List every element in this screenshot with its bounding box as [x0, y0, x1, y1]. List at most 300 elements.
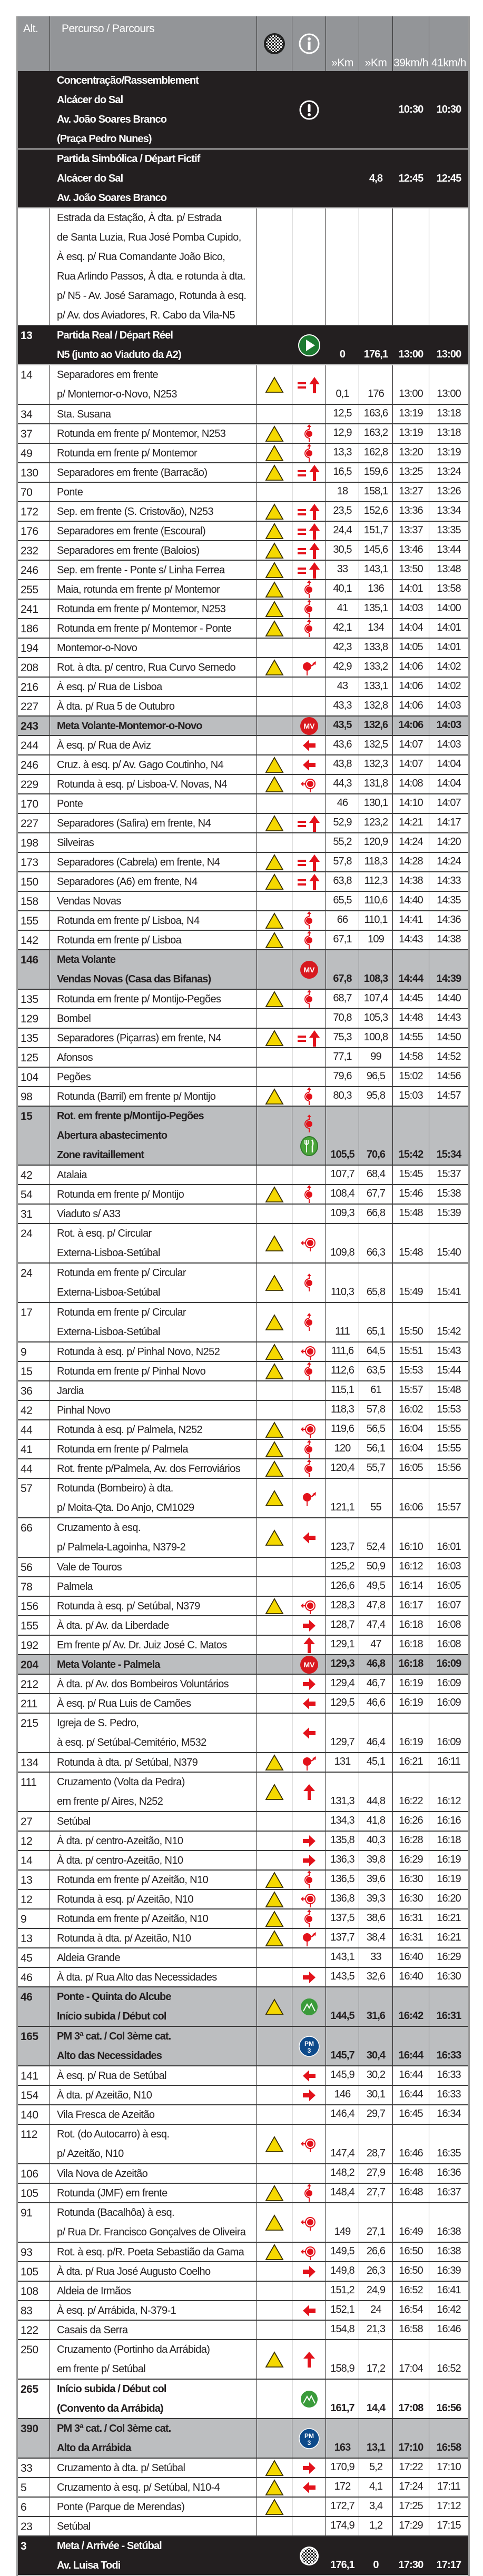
route-description — [50, 1342, 257, 1361]
time-39kmh — [393, 1440, 429, 1458]
km-done — [326, 1597, 359, 1615]
value: 10:30 — [398, 104, 423, 115]
km-done — [326, 2203, 359, 2242]
route-description — [50, 1009, 257, 1028]
route-line: Pinhal Novo — [57, 1405, 111, 1416]
table-row — [18, 697, 468, 717]
km-done — [326, 71, 359, 148]
route-line: À dta. p/ centro-Azeitão, N10 — [57, 1855, 183, 1866]
table-row — [18, 1107, 468, 1166]
km-remaining — [359, 1185, 393, 1204]
warning-triangle-icon — [265, 2244, 284, 2261]
altitude: 246 — [18, 755, 50, 774]
value: 100,8 — [363, 1031, 388, 1043]
value: 42,3 — [333, 641, 352, 653]
route-line: PM 3ª cat. / Col 3ème cat. — [57, 2423, 171, 2434]
value: 159,6 — [363, 466, 388, 478]
direction-cell — [292, 1714, 326, 1752]
altitude: 129 — [18, 1009, 50, 1028]
value: 49,5 — [366, 1580, 386, 1592]
value: 30,4 — [366, 2050, 386, 2061]
altitude: 155 — [18, 911, 50, 930]
time-41kmh — [429, 1068, 468, 1086]
value: 10:30 — [436, 104, 461, 115]
altitude: 198 — [18, 833, 50, 852]
time-39kmh — [393, 1909, 429, 1928]
direction-cell — [292, 833, 326, 852]
warning-triangle-icon — [265, 2185, 284, 2202]
altitude: 42 — [18, 1166, 50, 1184]
km-remaining — [359, 600, 393, 618]
roundabout-left-icon — [300, 1421, 318, 1439]
warning-cell — [257, 619, 292, 638]
altitude: 140 — [18, 2105, 50, 2124]
route-line: de Santa Luzia, Rua José Pomba Cupido, — [57, 232, 241, 243]
value: 16:46 — [399, 2147, 423, 2159]
value: 80,3 — [333, 1090, 352, 1101]
direction-cell — [292, 1890, 326, 1908]
warning-triangle-icon — [265, 932, 284, 949]
route-description — [50, 1087, 257, 1106]
warning-triangle-icon — [265, 1363, 284, 1380]
km-remaining — [359, 1224, 393, 1262]
direction-cell — [292, 483, 326, 501]
value: 151,2 — [330, 2284, 354, 2296]
value: 14:28 — [399, 856, 423, 867]
route-description — [50, 2478, 257, 2497]
direction-cell — [292, 561, 326, 579]
value: 44,3 — [333, 778, 352, 789]
time-41kmh — [429, 600, 468, 618]
direction-cell — [292, 814, 326, 832]
value: 16:18 — [437, 1834, 461, 1846]
direction-cell — [292, 150, 326, 207]
direction-cell — [292, 326, 326, 364]
route-line: em frente p/ Aires, N252 — [57, 1796, 163, 1807]
km-done — [326, 1694, 359, 1713]
route-description — [50, 1205, 257, 1223]
route-description — [50, 1871, 257, 1889]
value: 16:22 — [399, 1795, 423, 1807]
warning-cell — [257, 405, 292, 423]
time-41kmh — [429, 1616, 468, 1635]
km-remaining — [359, 1714, 393, 1752]
direction-cell — [292, 1597, 326, 1615]
time-39kmh — [393, 2243, 429, 2261]
table-row — [18, 1224, 468, 1264]
route-description — [50, 1890, 257, 1908]
time-39kmh — [393, 444, 429, 462]
warning-triangle-icon — [265, 1754, 284, 1771]
value: 63,8 — [333, 875, 352, 887]
route-line: Início subida / Début col — [57, 2011, 166, 2022]
route-line: Cruzamento à esq. — [57, 1522, 141, 1534]
value: 15:41 — [437, 1286, 461, 1298]
value: 15:48 — [399, 1207, 423, 1219]
warning-triangle-icon — [265, 464, 284, 481]
route-description — [50, 600, 257, 618]
value: 16:31 — [436, 2010, 461, 2022]
table-row — [18, 853, 468, 872]
warning-triangle-icon — [265, 2351, 284, 2368]
km-remaining — [359, 2459, 393, 2477]
value: 14:36 — [437, 914, 461, 926]
time-39kmh — [393, 600, 429, 618]
time-39kmh — [393, 405, 429, 423]
warning-cell — [257, 1264, 292, 1302]
roundabout-straight-icon — [303, 931, 316, 949]
value: 15:42 — [398, 1149, 423, 1160]
route-description — [50, 2419, 257, 2458]
route-line: À dta. p/ Rua 5 de Outubro — [57, 701, 175, 712]
value: 151,7 — [363, 524, 388, 536]
route-description — [50, 405, 257, 423]
km-done — [326, 1440, 359, 1458]
value: 15:53 — [437, 1404, 461, 1415]
warning-triangle-icon — [265, 2479, 284, 2496]
warning-cell — [257, 2301, 292, 2320]
table-row — [18, 2262, 468, 2282]
roundabout-straight-icon — [303, 1871, 316, 1889]
route-line: Maia, rotunda em frente p/ Montemor — [57, 584, 220, 595]
value: 70,6 — [366, 1149, 386, 1160]
route-line: Igreja de S. Pedro, — [57, 1717, 139, 1729]
value: 66,3 — [366, 1247, 386, 1258]
route-description — [50, 1068, 257, 1086]
warning-triangle-icon — [265, 659, 284, 676]
km-done — [326, 1616, 359, 1635]
time-41kmh — [429, 833, 468, 852]
altitude: 106 — [18, 2164, 50, 2183]
roundabout-straight-icon — [303, 1313, 316, 1332]
km-done — [326, 1812, 359, 1831]
value: 13:00 — [437, 388, 461, 400]
value: 16:41 — [437, 2284, 461, 2296]
roundabout-straight-icon — [303, 911, 316, 930]
km-done — [326, 678, 359, 696]
time-41kmh — [429, 736, 468, 754]
value: 16:14 — [399, 1580, 423, 1592]
altitude: 194 — [18, 639, 50, 657]
value: 145,7 — [330, 2050, 354, 2061]
route-description — [50, 2282, 257, 2300]
warning-triangle-icon — [265, 1784, 284, 1801]
value: 43,6 — [333, 739, 352, 750]
km-remaining — [359, 580, 393, 599]
value: 15:37 — [437, 1168, 461, 1180]
route-line: em frente p/ Setúbal — [57, 2363, 146, 2375]
direction-cell — [292, 2066, 326, 2085]
value: 67,1 — [333, 933, 352, 945]
km-remaining — [359, 1381, 393, 1400]
direction-cell — [292, 2340, 326, 2379]
value: 16:04 — [399, 1423, 423, 1435]
route-line: À esq. p/ Arrábida, N-379-1 — [57, 2305, 176, 2316]
value: 13:37 — [399, 524, 423, 536]
direction-cell — [292, 1166, 326, 1184]
altitude: 49 — [18, 444, 50, 462]
value: 14:40 — [399, 894, 423, 906]
value: 40,1 — [333, 583, 352, 594]
separator-straight-icon — [295, 463, 323, 482]
table-row — [18, 775, 468, 794]
route-description — [50, 2301, 257, 2320]
roundabout-left-icon — [300, 1597, 318, 1615]
km-done — [326, 2066, 359, 2085]
table-row — [18, 1968, 468, 1987]
km-done — [326, 1185, 359, 1204]
km-remaining — [359, 1753, 393, 1772]
time-39kmh — [393, 1303, 429, 1341]
value: 0 — [339, 349, 346, 360]
warning-cell — [257, 365, 292, 404]
route-line: Separadores (Piçarras) em frente, N4 — [57, 1032, 221, 1044]
altitude: 265 — [18, 2380, 50, 2418]
km-done — [326, 2380, 359, 2418]
time-41kmh — [429, 1929, 468, 1947]
warning-triangle-icon — [265, 581, 284, 598]
warning-cell — [257, 911, 292, 930]
table-row — [18, 2459, 468, 2478]
value: 17:04 — [399, 2363, 423, 2374]
value: 176 — [368, 388, 384, 400]
direction-cell — [292, 2380, 326, 2418]
altitude: 142 — [18, 931, 50, 949]
km-remaining — [359, 697, 393, 715]
value: 13:35 — [437, 524, 461, 536]
km-remaining — [359, 1890, 393, 1908]
value: 55 — [370, 1501, 381, 1513]
time-41kmh — [429, 1009, 468, 1028]
table-row — [18, 1636, 468, 1655]
table-row — [18, 1087, 468, 1107]
table-row — [18, 619, 468, 639]
roundabout-left-icon — [300, 1343, 318, 1361]
km-remaining — [359, 1694, 393, 1713]
warning-cell — [257, 424, 292, 443]
time-39kmh — [393, 2105, 429, 2124]
value: 14:08 — [399, 778, 423, 789]
value: 16:28 — [399, 1834, 423, 1846]
km-remaining — [359, 561, 393, 579]
warning-cell — [257, 1987, 292, 2026]
route-line: Alcácer do Sal — [57, 173, 123, 184]
warning-cell — [257, 1773, 292, 1811]
value: 15:55 — [437, 1423, 461, 1435]
km-remaining — [359, 950, 393, 989]
value: 14:33 — [437, 875, 461, 887]
time-41kmh — [429, 561, 468, 579]
altitude: 155 — [18, 1616, 50, 1635]
value: 65,8 — [366, 1286, 386, 1298]
value: 14:04 — [399, 622, 423, 633]
value: 21,3 — [366, 2323, 386, 2335]
roundabout-straight-icon — [303, 1459, 316, 1478]
direction-cell — [292, 1440, 326, 1458]
km-done — [326, 1968, 359, 1986]
time-39kmh — [393, 1929, 429, 1947]
route-description — [50, 1459, 257, 1478]
km-remaining — [359, 2125, 393, 2163]
finish-flag-icon — [257, 16, 292, 71]
warning-triangle-icon — [265, 1314, 284, 1331]
direction-cell — [292, 2478, 326, 2497]
value: 17:10 — [437, 2461, 461, 2473]
roundabout-straight-icon — [303, 990, 316, 1008]
route-line: Ponte — [57, 798, 83, 810]
km-done — [326, 1636, 359, 1654]
value: 125,2 — [330, 1560, 354, 1572]
value: 16:54 — [399, 2304, 423, 2315]
warning-cell — [257, 1890, 292, 1908]
mountain-prize-icon — [299, 2036, 320, 2057]
time-39kmh — [393, 775, 429, 793]
time-41kmh — [429, 463, 468, 482]
value: 107,4 — [363, 992, 388, 1004]
time-41kmh — [429, 2086, 468, 2104]
km-done — [326, 639, 359, 657]
value: 14:02 — [437, 680, 461, 692]
route-description — [50, 2027, 257, 2065]
time-41kmh — [429, 2282, 468, 2300]
direction-cell — [292, 1851, 326, 1869]
value: 144,5 — [330, 2010, 354, 2022]
km-done — [326, 1909, 359, 1928]
warning-cell — [257, 892, 292, 910]
time-39kmh — [393, 2027, 429, 2065]
value: 16:29 — [437, 1951, 461, 1963]
route-line: Rotunda em frente p/ Azeitão, N10 — [57, 1874, 209, 1886]
direction-cell — [292, 2459, 326, 2477]
km-remaining — [359, 365, 393, 404]
route-line: Rua Arlindo Passos, À dta. e rotunda à dta. — [57, 271, 245, 282]
arrow-right-icon — [302, 2264, 317, 2279]
time-41kmh — [429, 1851, 468, 1869]
time-39kmh — [393, 1068, 429, 1086]
header-speed-39: 39 km/h — [393, 16, 429, 71]
separator-straight-icon — [295, 872, 323, 891]
roundabout-straight-icon — [303, 1185, 316, 1204]
time-41kmh — [429, 2321, 468, 2339]
value: 15:53 — [399, 1365, 423, 1376]
route-description — [50, 950, 257, 989]
time-39kmh — [393, 814, 429, 832]
value: 148,2 — [330, 2167, 354, 2179]
altitude: 5 — [18, 2478, 50, 2497]
time-39kmh — [393, 2478, 429, 2497]
value: 146,4 — [330, 2108, 354, 2120]
km-remaining — [359, 2027, 393, 2065]
value: 66,8 — [366, 1207, 386, 1219]
time-39kmh — [393, 2066, 429, 2085]
value: 13:58 — [437, 583, 461, 594]
km-done — [326, 1264, 359, 1302]
km-done — [326, 950, 359, 989]
time-41kmh — [429, 71, 468, 148]
value: 14:38 — [437, 933, 461, 945]
info-icon — [292, 16, 326, 71]
route-line: À dta. p/ Rua José Augusto Coelho — [57, 2266, 211, 2277]
route-description — [50, 990, 257, 1008]
km-done — [326, 1558, 359, 1576]
time-41kmh — [429, 2340, 468, 2379]
value: 16:40 — [399, 1951, 423, 1963]
value: 4,1 — [369, 2481, 383, 2492]
route-description — [50, 1987, 257, 2026]
value: 16:10 — [399, 1541, 423, 1553]
warning-cell — [257, 561, 292, 579]
value: 14:24 — [437, 856, 461, 867]
value: 16:31 — [399, 1932, 423, 1943]
arrow-right-icon — [302, 1677, 317, 1692]
arrow-right-icon — [302, 1618, 317, 1633]
value: 14:06 — [398, 719, 423, 731]
time-41kmh — [429, 639, 468, 657]
warning-cell — [257, 1420, 292, 1439]
route-line: Partida Simbólica / Départ Fictif — [57, 153, 200, 165]
direction-cell — [292, 658, 326, 677]
direction-cell — [292, 1871, 326, 1889]
altitude: 46 — [18, 1987, 50, 2026]
route-line: Afonsos — [57, 1052, 93, 1063]
value: 27,9 — [366, 2167, 386, 2179]
km-done — [326, 1303, 359, 1341]
table-row — [18, 2537, 468, 2576]
time-39kmh — [393, 326, 429, 364]
warning-cell — [257, 71, 292, 148]
roundabout-straight-icon — [303, 1274, 316, 1292]
sprint-mv-icon — [300, 1655, 319, 1674]
table-row — [18, 1871, 468, 1890]
route-line: p/ Rua Dr. Francisco Gonçalves de Oliveira — [57, 2226, 246, 2238]
value: 163 — [334, 2442, 351, 2453]
value: 66 — [337, 914, 348, 926]
value: 112,3 — [364, 875, 388, 887]
table-row — [18, 678, 468, 697]
km-done — [326, 1655, 359, 1674]
value: 17:17 — [436, 2559, 461, 2571]
value: 30,5 — [333, 544, 352, 555]
direction-cell — [292, 2086, 326, 2104]
altitude: 83 — [18, 2301, 50, 2320]
route-line: À dta. p/ centro-Azeitão, N10 — [57, 1835, 183, 1847]
start-icon — [298, 334, 321, 357]
time-41kmh — [429, 2498, 468, 2516]
route-line: Bombel — [57, 1013, 91, 1025]
table-row — [18, 1068, 468, 1087]
altitude: 244 — [18, 736, 50, 754]
direction-cell — [292, 1401, 326, 1419]
km-remaining — [359, 326, 393, 364]
warning-cell — [257, 2262, 292, 2281]
km-done — [326, 1009, 359, 1028]
km-done — [326, 717, 359, 735]
route-description — [50, 1029, 257, 1047]
value: 15:02 — [399, 1070, 423, 1082]
direction-cell — [292, 1558, 326, 1576]
route-line: Meta / Arrivée - Setúbal — [57, 2540, 162, 2552]
time-41kmh — [429, 405, 468, 423]
route-line: Concentração/Rassemblement — [57, 75, 199, 86]
route-description — [50, 71, 257, 148]
value: 15:49 — [399, 1286, 423, 1298]
climb-start-icon — [300, 2390, 318, 2408]
warning-triangle-icon — [265, 2214, 284, 2231]
table-row — [18, 911, 468, 931]
route-line: Rotunda em frente p/ Montijo — [57, 1189, 184, 1200]
value: 14:05 — [399, 641, 423, 653]
value: 17,2 — [366, 2363, 386, 2374]
